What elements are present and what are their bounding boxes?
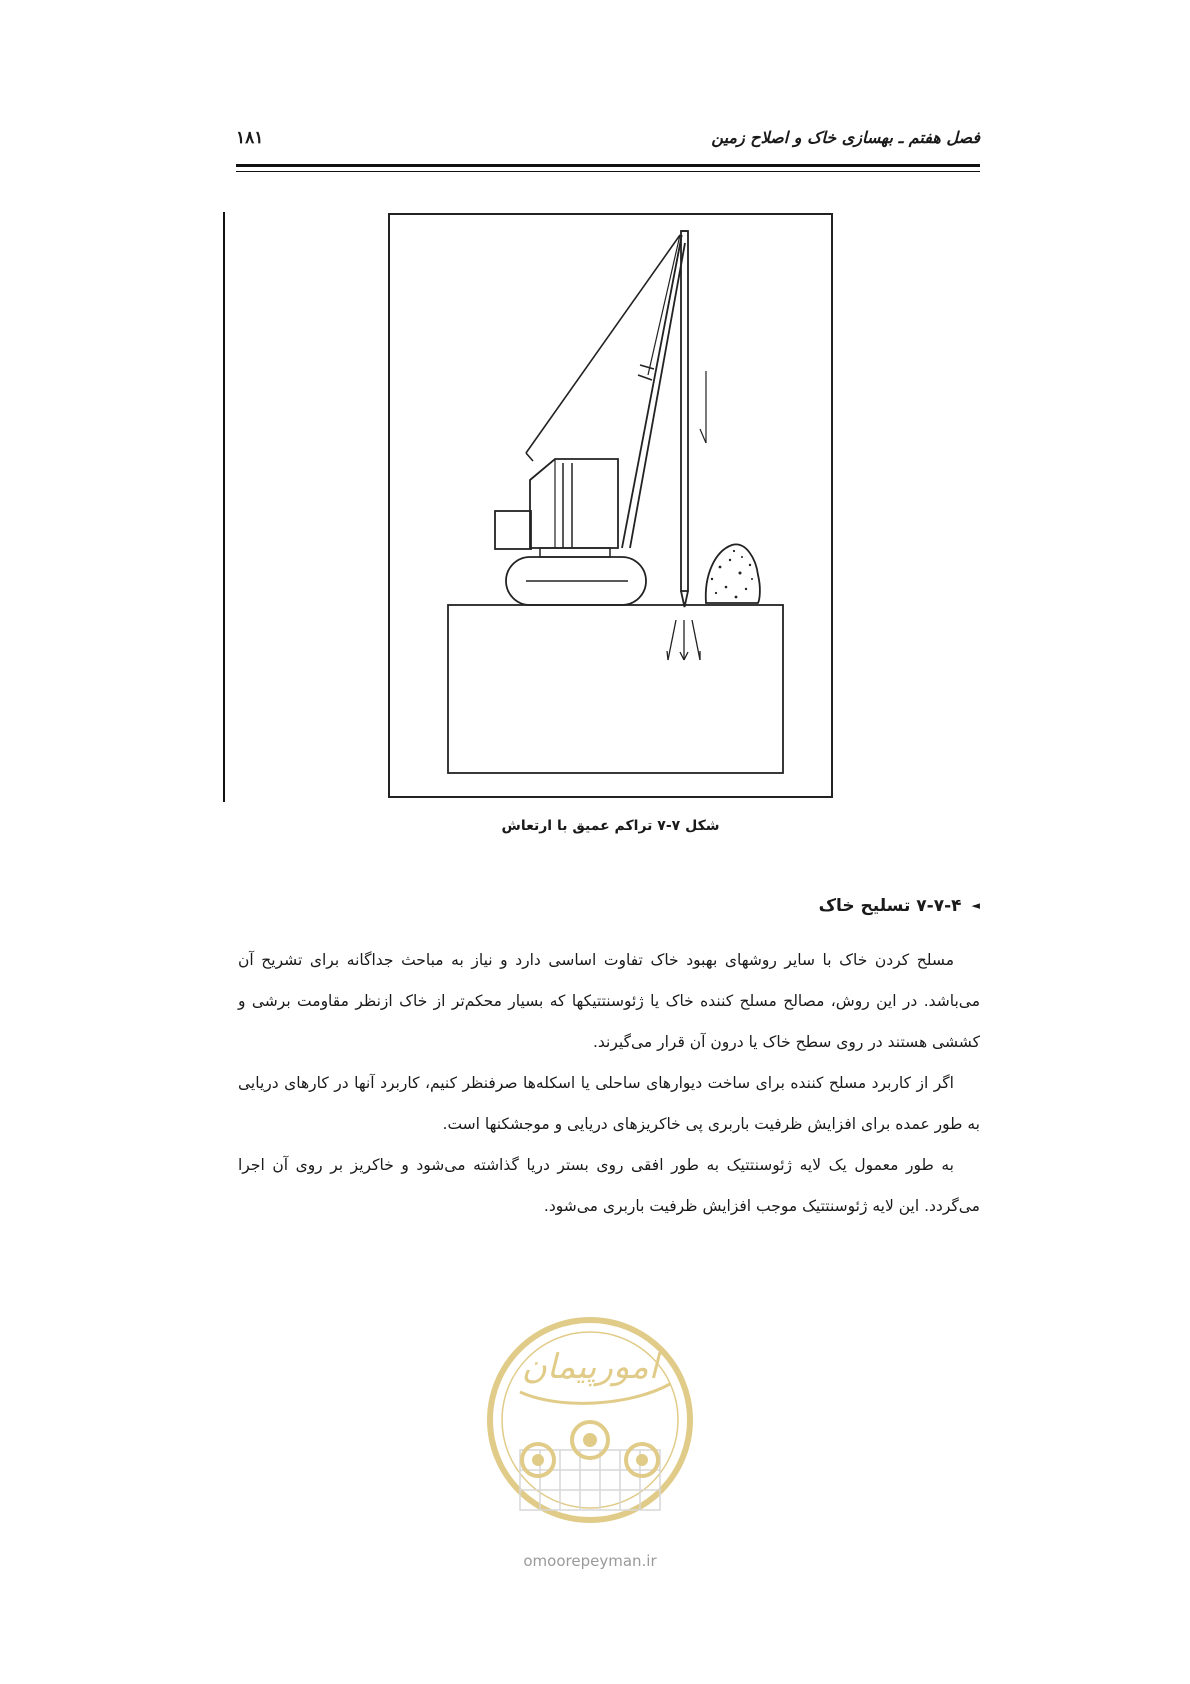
section-heading-text: ۷-۷-۴ تسلیح خاک	[818, 896, 962, 916]
omoorepeyman-logo-icon	[480, 1300, 700, 1550]
paragraph: اگر از کاربرد مسلح کننده برای ساخت دیوارهای ساحلی یا اسکله‌ها صرفنظر کنیم، کاربرد آنها در کارهای دریایی به طور عمده برای افزایش ظرفیت باربری پی خاکریزهای دریایی و موجشکنها است.	[238, 1074, 980, 1133]
figure-frame	[388, 213, 833, 798]
page-header	[236, 128, 980, 154]
counterweight	[495, 511, 531, 549]
page-number: ۱۸۱	[236, 128, 264, 148]
header-rule-thick	[236, 164, 980, 167]
watermark-logo-text: امورپیمان	[521, 1347, 659, 1387]
vibroflot-probe	[681, 231, 688, 591]
margin-bar	[223, 212, 225, 802]
crane-body	[530, 459, 618, 548]
header-rule-thin	[236, 171, 980, 172]
paragraph: مسلح کردن خاک با سایر روشهای بهبود خاک تفاوت اساسی دارد و نیاز به مباحث جداگانه برای تشریح آن می‌باشد. در این روش، مصالح مسلح کننده خاک یا ژئوسنتتیکها که بسیار محکم‌تر از خاک ازنظر مقاومت برشی و کششی هستند در روی سطح خاک یا درون آن قرار می‌گیرند.	[238, 951, 980, 1051]
crane-vibroflotation-diagram	[390, 215, 831, 796]
soil-mound	[706, 544, 760, 603]
figure-caption: شکل ۷-۷ تراکم عمیق با ارتعاش	[501, 818, 720, 834]
triangle-bullet-icon: ◄	[971, 899, 980, 912]
watermark-logo	[480, 1300, 700, 1590]
crane-cable	[526, 235, 680, 453]
chapter-title: فصل هفتم ـ بهسازی خاک و اصلاح زمین	[711, 128, 980, 147]
watermark-url: omoorepeyman.ir	[523, 1552, 657, 1570]
paragraph: به طور معمول یک لایه ژئوسنتتیک به طور افقی روی بستر دریا گذاشته می‌شود و خاکریز بر روی آن اجرا می‌گردد. این لایه ژئوسنتتیک موجب افزایش ظرفیت باربری می‌شود.	[238, 1156, 980, 1215]
ground-block	[448, 605, 783, 773]
body-text	[238, 940, 980, 1227]
vibration-arrows	[667, 620, 700, 660]
section-heading	[819, 896, 980, 916]
